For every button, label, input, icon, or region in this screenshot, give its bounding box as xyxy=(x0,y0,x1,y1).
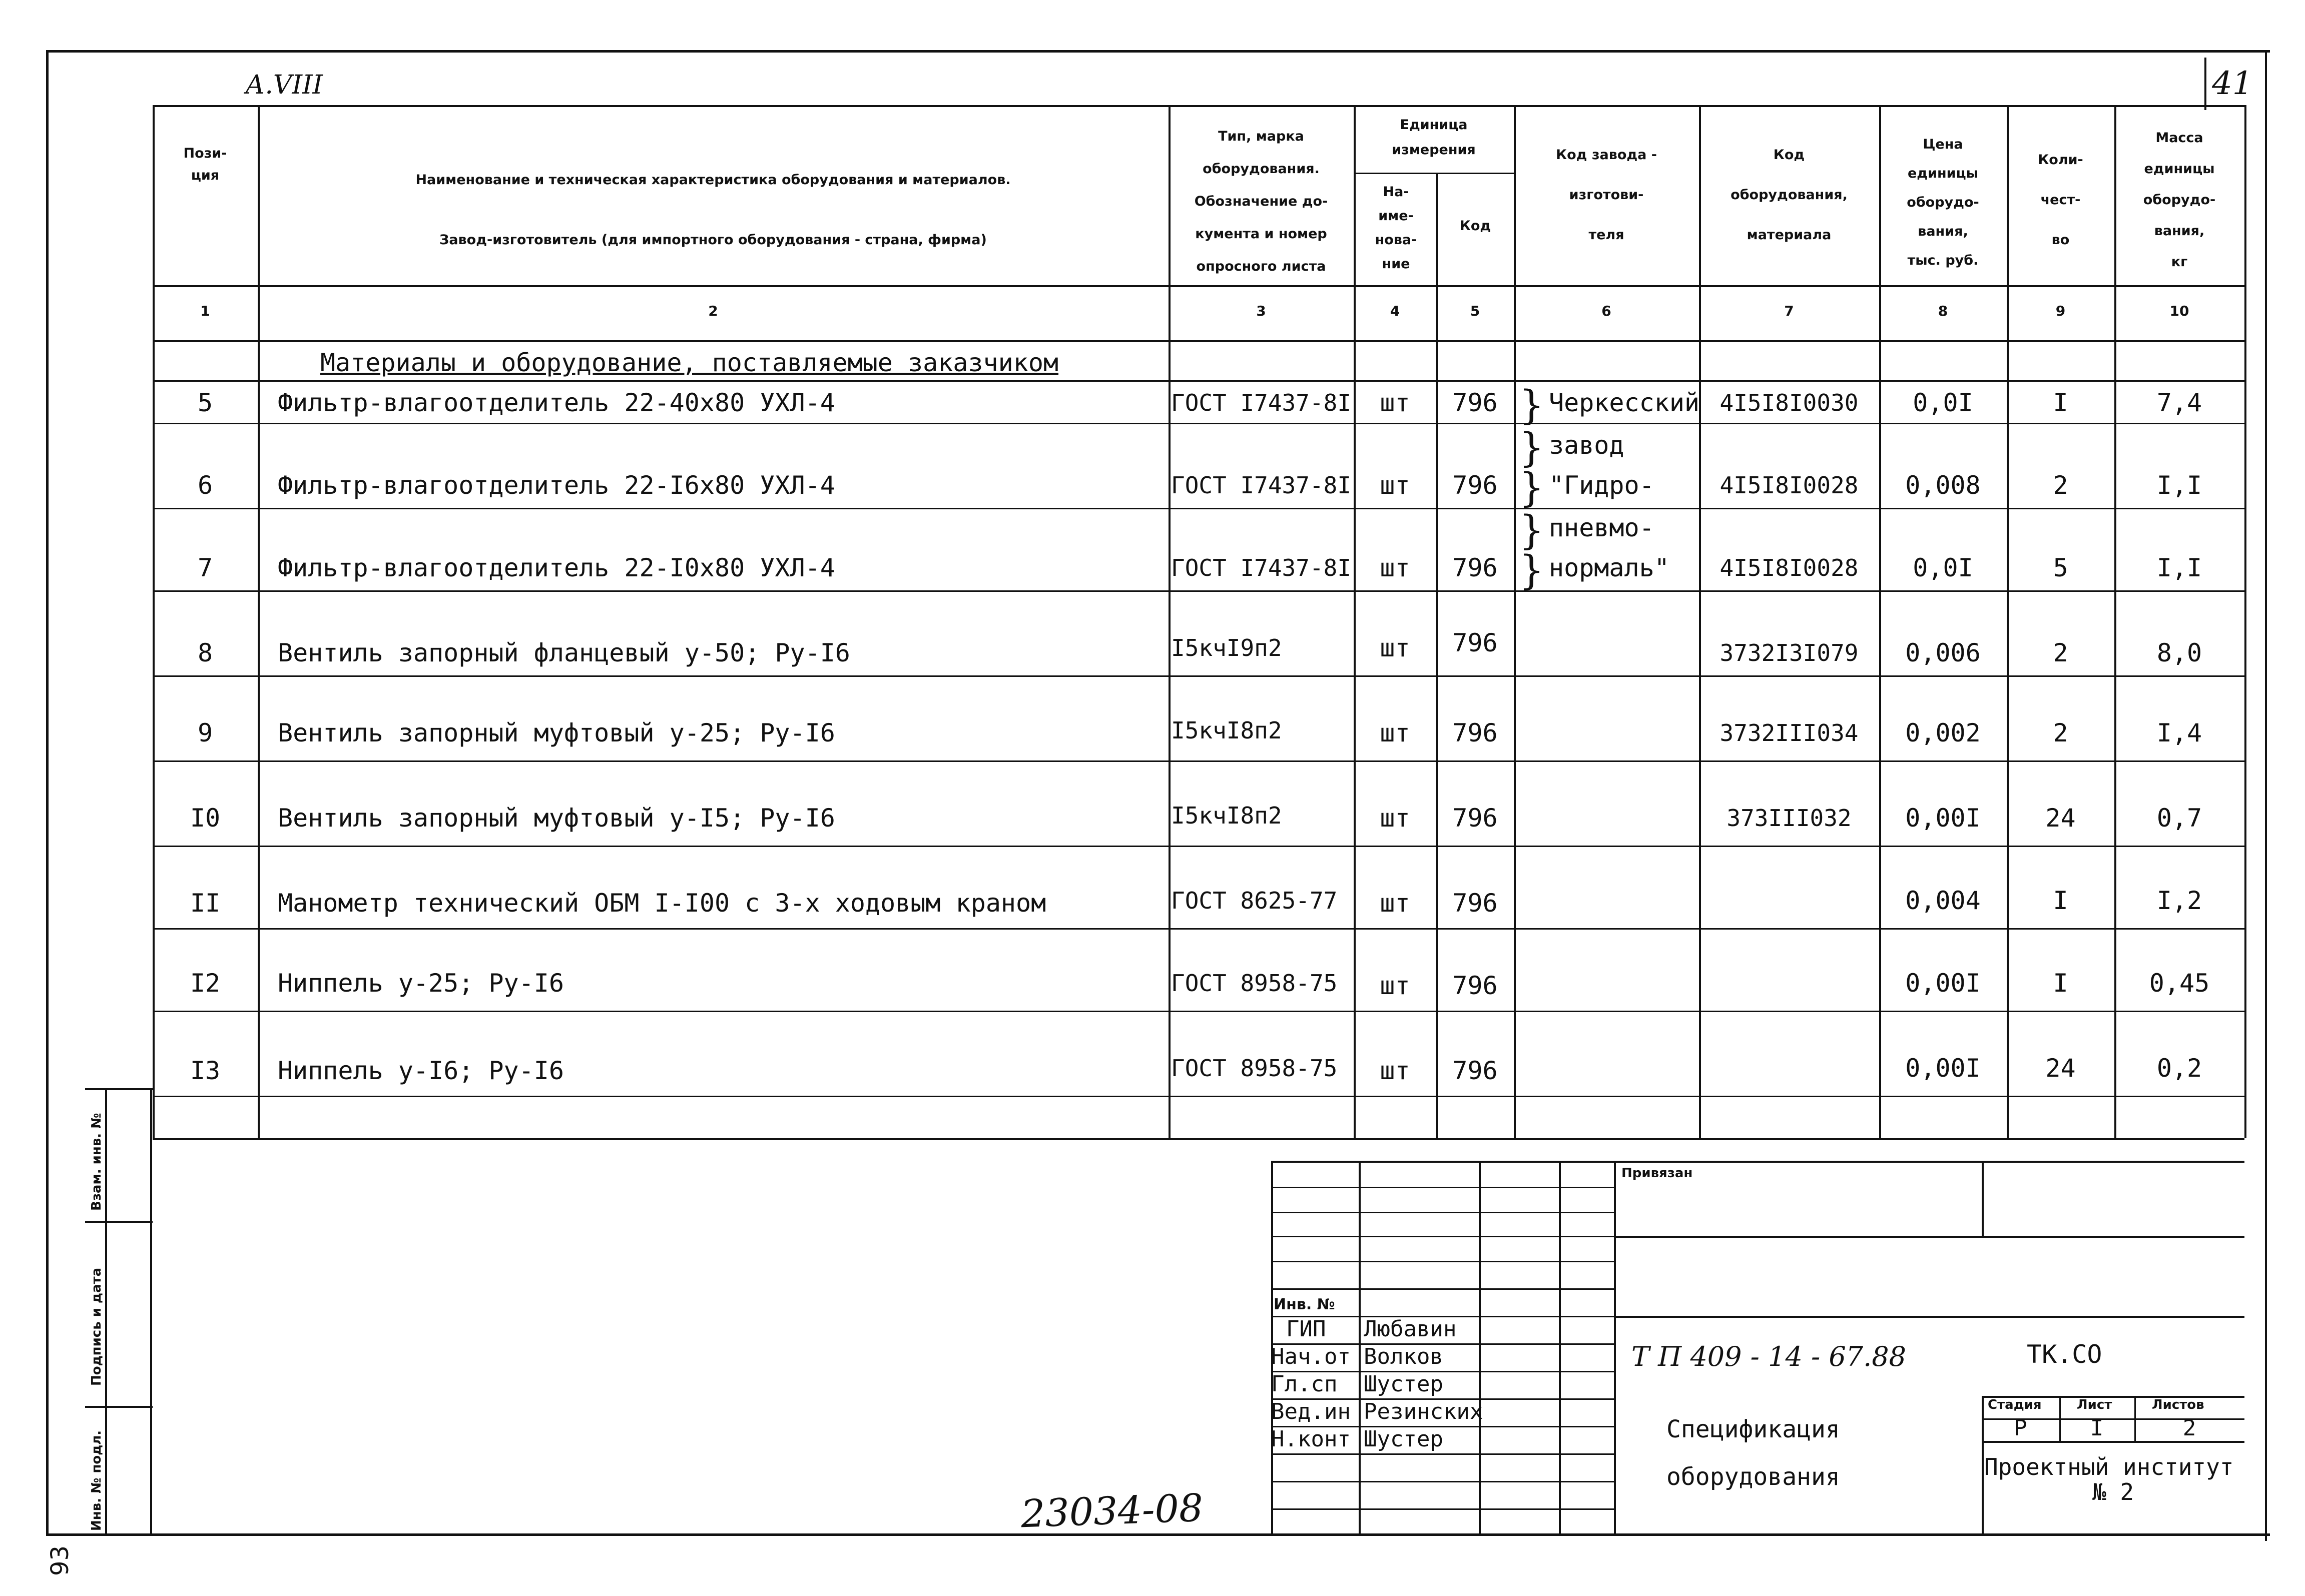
cell-name: Фильтр-влагоотделитель 22-I0х80 УХЛ-4 xyxy=(278,553,835,582)
cell-doc: ГОСТ I7437-8I xyxy=(1171,554,1352,581)
stamp-sheet-label: Лист xyxy=(2077,1397,2112,1412)
cell-doc: ГОСТ 8958-75 xyxy=(1171,1055,1338,1082)
header-unit-code: Код xyxy=(1459,218,1491,234)
cell-plant: "Гидро- xyxy=(1549,471,1654,500)
cell-code: 796 xyxy=(1452,388,1498,417)
stamp-person: Любавин xyxy=(1364,1316,1457,1342)
stamp-org-line1: Проектный институт xyxy=(1984,1453,2234,1480)
colnum-2: 2 xyxy=(708,303,718,319)
row-line xyxy=(153,928,2244,930)
frame-right-edge xyxy=(2265,50,2267,1541)
table-top-line xyxy=(153,105,2244,107)
cell-doc: I5кчI8п2 xyxy=(1171,802,1282,829)
archive-number: 23034-08 xyxy=(1020,1485,1204,1536)
plant-brace: } xyxy=(1519,507,1544,553)
stamp-line xyxy=(1271,1161,2244,1163)
cell-doc: ГОСТ 8625-77 xyxy=(1171,887,1338,914)
cell-doc: ГОСТ 8958-75 xyxy=(1171,970,1338,997)
header-plant-code: Код завода - изготови- теля xyxy=(1556,147,1657,243)
stamp-org-line2: № 2 xyxy=(2092,1478,2134,1505)
cell-doc: I5кчI9п2 xyxy=(1171,634,1282,661)
cell-price: 0,004 xyxy=(1905,886,1981,915)
header-name: Наименование и техническая характеристика оборудования и материалов. Завод-изготовитель (для импортного оборудования - страна, фирма) xyxy=(415,172,1011,248)
colnum-5: 5 xyxy=(1470,303,1480,319)
stamp-line xyxy=(1271,1261,1614,1262)
cell-name: Вентиль запорный муфтовый у-25; Ру-I6 xyxy=(278,718,835,747)
header-type: Тип, марка оборудования. Обозначение до- кумента и номер опросного листа xyxy=(1194,129,1328,274)
cell-price: 0,0I xyxy=(1913,553,1973,582)
row-line xyxy=(153,423,2244,424)
side-strip-line xyxy=(150,1088,152,1536)
colnum-9: 9 xyxy=(2055,303,2066,319)
colnum-1: 1 xyxy=(200,303,210,319)
stamp-line xyxy=(1271,1187,1614,1188)
stamp-person: Резинских xyxy=(1364,1399,1483,1424)
colnum-7: 7 xyxy=(1784,303,1794,319)
side-strip-line xyxy=(85,1406,153,1408)
header-equip-code: Код оборудования, материала xyxy=(1731,147,1848,243)
col-line-5 xyxy=(1514,105,1516,1138)
header-mass: Масса единицы оборудо- вания, кг xyxy=(2143,130,2216,270)
stamp-role: ГИП xyxy=(1286,1316,1326,1342)
stamp-person: Шустер xyxy=(1364,1426,1443,1452)
stamp-mark: ТК.СО xyxy=(2027,1340,2102,1369)
cell-qty: 2 xyxy=(2053,638,2068,667)
cell-pos: 6 xyxy=(197,471,213,500)
colnum-10: 10 xyxy=(2169,303,2189,319)
col-line-1 xyxy=(258,105,260,1138)
stamp-line xyxy=(1559,1161,1561,1536)
stamp-person: Шустер xyxy=(1364,1371,1443,1397)
cell-pos: 9 xyxy=(197,718,213,747)
colnum-4: 4 xyxy=(1390,303,1400,319)
stamp-line xyxy=(1271,1453,1614,1455)
row-line xyxy=(153,846,2244,847)
cell-price: 0,006 xyxy=(1905,638,1981,667)
cell-pos: 5 xyxy=(197,388,213,417)
header-price: Цена единицы оборудо- вания, тыс. руб. xyxy=(1907,137,1979,268)
cell-equip: 3732III034 xyxy=(1719,719,1859,746)
cell-equip: 3732I3I079 xyxy=(1719,639,1859,666)
row-line xyxy=(153,508,2244,509)
stamp-line xyxy=(1271,1481,1614,1482)
cell-qty: 2 xyxy=(2053,471,2068,500)
cell-unit: шт xyxy=(1380,388,1410,417)
cell-unit: шт xyxy=(1380,471,1410,500)
stamp-role: Н.конт xyxy=(1271,1426,1351,1452)
side-label-inv-vzam: Взам. инв. № xyxy=(89,1113,104,1211)
cell-unit: шт xyxy=(1380,633,1410,662)
cell-price: 0,0I xyxy=(1913,388,1973,417)
header-position: Пози- ция xyxy=(183,146,227,183)
cell-mass: I,4 xyxy=(2156,718,2202,747)
stamp-sheets-label: Листов xyxy=(2152,1397,2204,1412)
sheet-ref-label: А.VIII xyxy=(245,70,323,100)
cell-name: Ниппель у-I6; Ру-I6 xyxy=(278,1056,564,1085)
stamp-line xyxy=(1614,1161,1616,1536)
header-unit-group: Единица измерения xyxy=(1392,117,1476,158)
stamp-line xyxy=(1271,1212,1614,1213)
row-line xyxy=(153,590,2244,592)
cell-plant: завод xyxy=(1549,431,1624,460)
stamp-line xyxy=(1982,1161,1984,1236)
cell-code: 796 xyxy=(1452,889,1498,918)
col-line-10 xyxy=(2244,105,2246,1138)
row-line xyxy=(153,675,2244,677)
page-number-divider xyxy=(2204,58,2206,110)
row-line xyxy=(153,1096,2244,1097)
cell-doc: I5кчI8п2 xyxy=(1171,717,1282,744)
cell-plant: Черкесский xyxy=(1549,388,1700,417)
cell-name: Фильтр-влагоотделитель 22-I6х80 УХЛ-4 xyxy=(278,471,835,500)
cell-qty: I xyxy=(2053,969,2068,998)
stamp-title-line1: Спецификация xyxy=(1666,1415,1840,1443)
stamp-title-line2: оборудования xyxy=(1666,1463,1840,1491)
cell-qty: 5 xyxy=(2053,553,2068,582)
plant-brace: } xyxy=(1519,464,1544,511)
col-line-6 xyxy=(1699,105,1701,1138)
stamp-line xyxy=(1271,1288,1614,1290)
cell-qty: 2 xyxy=(2053,718,2068,747)
cell-unit: шт xyxy=(1380,889,1410,918)
cell-equip: 4I5I8I0028 xyxy=(1719,472,1859,499)
stamp-role: Вед.ин xyxy=(1271,1399,1351,1424)
unit-subheader-line xyxy=(1354,173,1514,174)
stamp-line xyxy=(1614,1316,2244,1318)
cell-equip: 4I5I8I0030 xyxy=(1719,389,1859,416)
section-title: Материалы и оборудование, поставляемые заказчиком xyxy=(320,348,1059,377)
cell-name: Манометр технический ОБМ I-I00 с 3-х ходовым краном xyxy=(278,889,1046,918)
colnum-bottom-line xyxy=(153,340,2244,342)
cell-qty: 24 xyxy=(2045,1054,2076,1083)
cell-price: 0,00I xyxy=(1905,969,1981,998)
cell-price: 0,00I xyxy=(1905,1054,1981,1083)
stamp-sheet: I xyxy=(2090,1415,2104,1441)
stamp-person: Волков xyxy=(1364,1344,1443,1369)
row-line xyxy=(153,760,2244,762)
plant-brace: } xyxy=(1519,547,1544,593)
cell-unit: шт xyxy=(1380,1056,1410,1085)
cell-equip: 4I5I8I0028 xyxy=(1719,554,1859,581)
cell-name: Фильтр-влагоотделитель 22-40х80 УХЛ-4 xyxy=(278,388,835,417)
cell-code: 796 xyxy=(1452,471,1498,500)
cell-price: 0,008 xyxy=(1905,471,1981,500)
cell-mass: 8,0 xyxy=(2156,638,2202,667)
colnum-8: 8 xyxy=(1938,303,1948,319)
stamp-sheets: 2 xyxy=(2182,1415,2196,1441)
cell-doc: ГОСТ I7437-8I xyxy=(1171,389,1352,416)
cell-mass: I,2 xyxy=(2156,886,2202,915)
stamp-role: Нач.от xyxy=(1271,1344,1351,1369)
cell-qty: 24 xyxy=(2045,804,2076,833)
cell-pos: I0 xyxy=(190,804,221,833)
side-label-sign-date: Подпись и дата xyxy=(89,1267,104,1386)
stamp-line xyxy=(1271,1236,1614,1237)
row-line xyxy=(153,380,2244,382)
cell-unit: шт xyxy=(1380,718,1410,747)
cell-mass: 0,2 xyxy=(2156,1054,2202,1083)
cell-qty: I xyxy=(2053,388,2068,417)
cell-price: 0,00I xyxy=(1905,804,1981,833)
plant-brace: } xyxy=(1519,424,1544,471)
cell-unit: шт xyxy=(1380,553,1410,582)
cell-code: 796 xyxy=(1452,628,1498,657)
cell-code: 796 xyxy=(1452,971,1498,1000)
cell-equip: 373III032 xyxy=(1726,805,1852,832)
cell-unit: шт xyxy=(1380,971,1410,1000)
header-bottom-line xyxy=(153,285,2244,287)
stamp-line xyxy=(1359,1161,1361,1536)
cell-code: 796 xyxy=(1452,1056,1498,1085)
cell-plant: нормаль" xyxy=(1549,553,1669,582)
side-number: 93 xyxy=(46,1545,74,1576)
cell-pos: II xyxy=(190,889,221,918)
side-strip-line xyxy=(85,1088,153,1090)
cell-pos: I3 xyxy=(190,1056,221,1085)
stamp-stage: Р xyxy=(2014,1415,2027,1441)
stamp-inv-no: Инв. № xyxy=(1274,1296,1335,1313)
cell-mass: 7,4 xyxy=(2156,388,2202,417)
cell-mass: 0,7 xyxy=(2156,804,2202,833)
plant-brace: } xyxy=(1519,382,1544,428)
cell-mass: I,I xyxy=(2156,553,2202,582)
side-strip-line xyxy=(105,1088,107,1536)
cell-qty: I xyxy=(2053,886,2068,915)
page-number: 41 xyxy=(2212,65,2253,102)
cell-pos: 8 xyxy=(197,638,213,667)
stamp-privyazan: Привязан xyxy=(1621,1166,1693,1181)
cell-pos: I2 xyxy=(190,969,221,998)
header-qty: Коли- чест- во xyxy=(2038,152,2083,248)
table-bottom-line xyxy=(153,1138,2244,1140)
cell-doc: ГОСТ I7437-8I xyxy=(1171,472,1352,499)
cell-unit: шт xyxy=(1380,804,1410,833)
col-line-2 xyxy=(1169,105,1171,1138)
cell-name: Вентиль запорный муфтовый у-I5; Ру-I6 xyxy=(278,804,835,833)
colnum-3: 3 xyxy=(1256,303,1266,319)
colnum-6: 6 xyxy=(1601,303,1611,319)
cell-mass: I,I xyxy=(2156,471,2202,500)
stamp-role: Гл.сп xyxy=(1271,1371,1338,1397)
cell-code: 796 xyxy=(1452,553,1498,582)
side-label-inv-podl: Инв. № подл. xyxy=(89,1430,104,1531)
header-unit-name: На- име- нова- ние xyxy=(1375,184,1417,272)
stamp-stage-label: Стадия xyxy=(1988,1397,2042,1412)
cell-code: 796 xyxy=(1452,718,1498,747)
row-line xyxy=(153,1011,2244,1012)
cell-pos: 7 xyxy=(197,553,213,582)
cell-name: Вентиль запорный фланцевый у-50; Ру-I6 xyxy=(278,638,850,667)
side-strip-line xyxy=(85,1221,153,1223)
stamp-line xyxy=(1271,1508,1614,1510)
stamp-doc-code: Т П 409 - 14 - 67.88 xyxy=(1631,1341,1906,1372)
stamp-line xyxy=(1614,1236,2244,1238)
cell-name: Ниппель у-25; Ру-I6 xyxy=(278,969,564,998)
cell-price: 0,002 xyxy=(1905,718,1981,747)
cell-mass: 0,45 xyxy=(2149,969,2210,998)
stamp-line xyxy=(1479,1161,1481,1536)
cell-code: 796 xyxy=(1452,804,1498,833)
cell-plant: пневмо- xyxy=(1549,513,1654,542)
